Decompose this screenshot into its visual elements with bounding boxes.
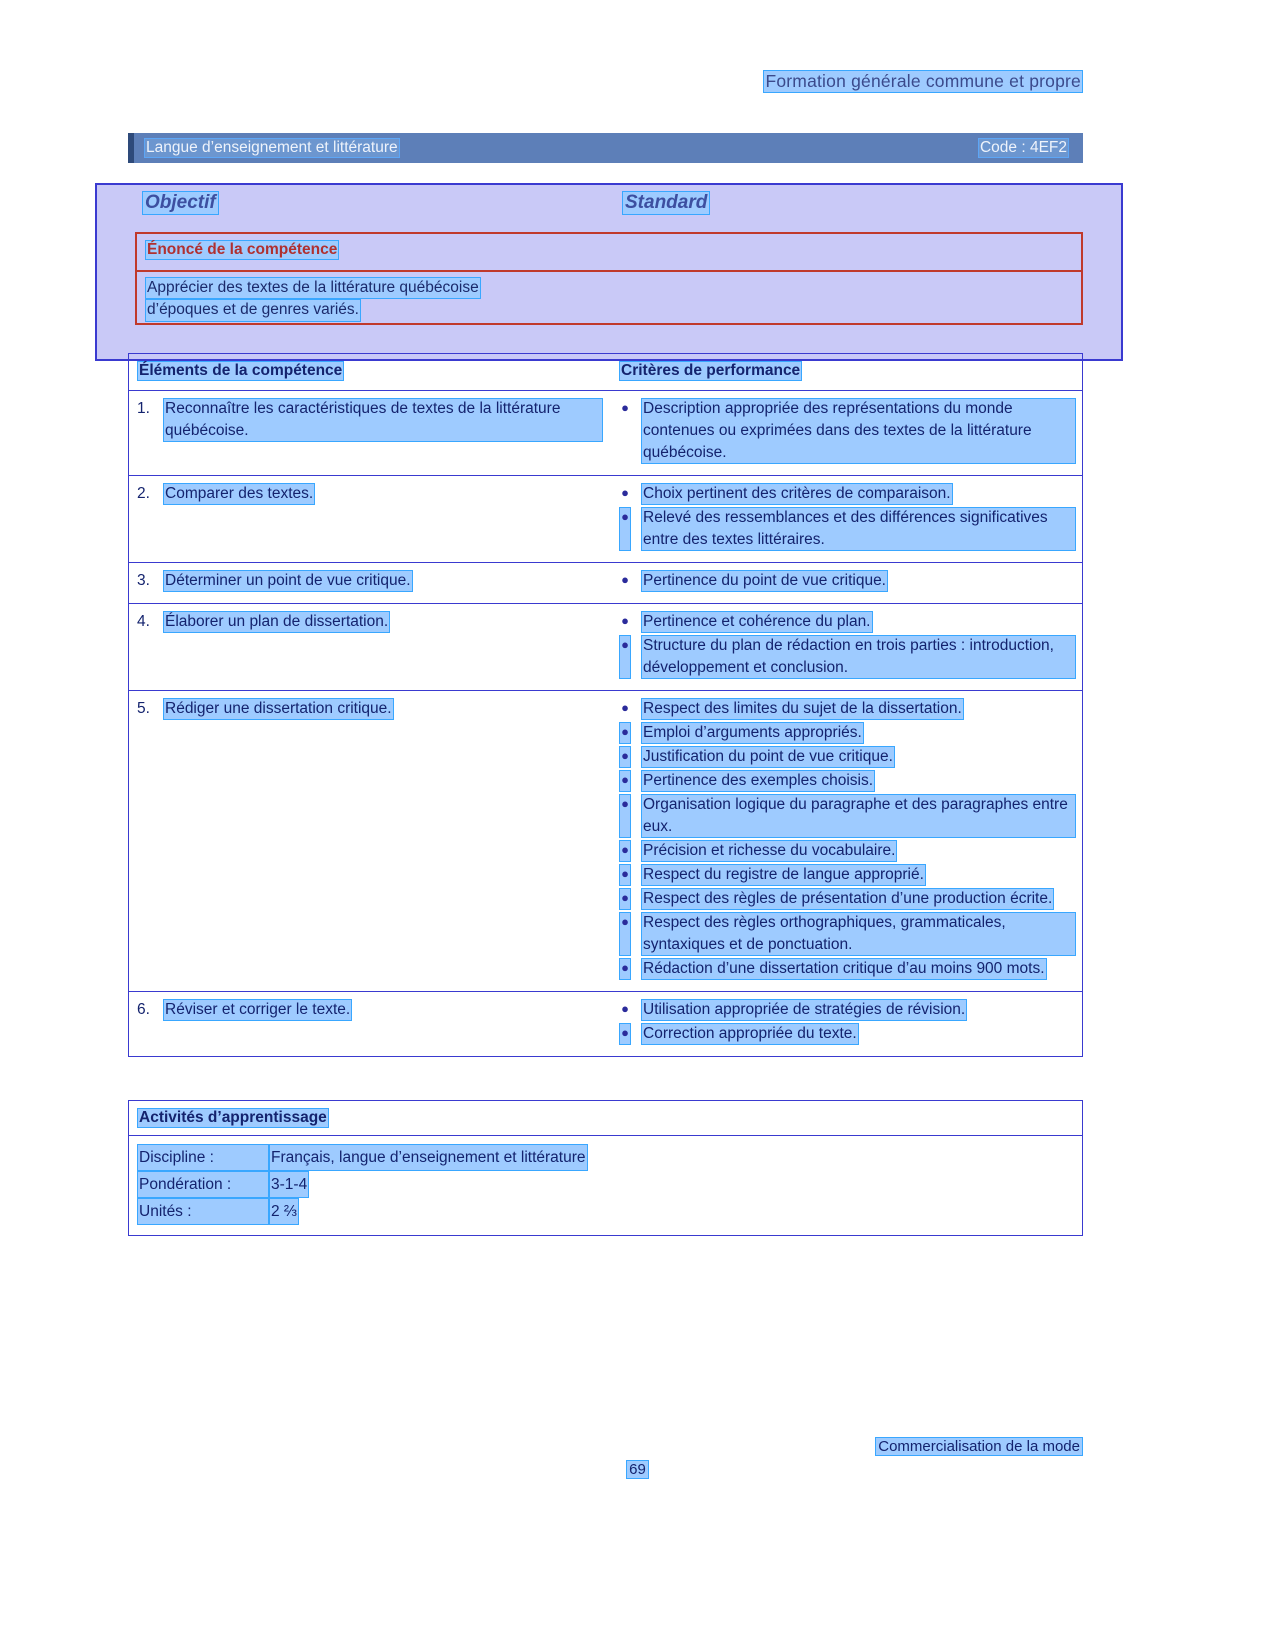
list-item bbox=[619, 611, 1076, 633]
element-item bbox=[137, 483, 603, 505]
element-text: Déterminer un point de vue critique. bbox=[163, 570, 413, 592]
table-row bbox=[129, 991, 1082, 1056]
element-item bbox=[137, 570, 603, 592]
criterion-text: Respect des règles de présentation d’une production écrite. bbox=[641, 888, 1054, 910]
criteria-cell bbox=[609, 563, 1082, 603]
list-item bbox=[619, 698, 1076, 720]
bullet-icon: ● bbox=[619, 507, 631, 551]
list-item bbox=[619, 770, 1076, 792]
table-row bbox=[129, 562, 1082, 603]
criterion-text: Rédaction d’une dissertation critique d’au moins 900 mots. bbox=[641, 958, 1047, 980]
enonce-title: Énoncé de la compétence bbox=[147, 241, 338, 258]
element-number: 3. bbox=[137, 572, 150, 589]
page-number bbox=[0, 1461, 1275, 1478]
bullet-icon: ● bbox=[619, 1023, 631, 1045]
enonce-divider bbox=[137, 270, 1081, 272]
criterion-text: Organisation logique du paragraphe et des paragraphes entre eux. bbox=[641, 794, 1076, 838]
element-cell bbox=[129, 476, 609, 562]
enonce-body bbox=[145, 277, 481, 322]
criterion-text: Pertinence du point de vue critique. bbox=[641, 570, 888, 592]
criterion-text: Structure du plan de rédaction en trois parties : introduction, développement et conclusion. bbox=[641, 635, 1076, 679]
bullet-icon: ● bbox=[619, 722, 631, 744]
criterion-text: Relevé des ressemblances et des différences significatives entre des textes littéraires. bbox=[641, 507, 1076, 551]
list-item bbox=[619, 958, 1076, 980]
element-number: 6. bbox=[137, 1001, 150, 1018]
element-text: Réviser et corriger le texte. bbox=[163, 999, 352, 1021]
criteria-cell bbox=[609, 476, 1082, 562]
bullet-icon: ● bbox=[619, 888, 631, 910]
header-cell-elements bbox=[129, 354, 609, 390]
criteria-list bbox=[619, 698, 1076, 980]
activities-field bbox=[137, 1198, 1074, 1225]
criteria-cell bbox=[609, 992, 1082, 1056]
element-cell bbox=[129, 604, 609, 690]
list-item bbox=[619, 746, 1076, 768]
element-item bbox=[137, 698, 603, 720]
field-label: Pondération : bbox=[137, 1171, 269, 1198]
list-item bbox=[619, 999, 1076, 1021]
course-code: Code : 4EF2 bbox=[979, 139, 1067, 156]
list-item bbox=[619, 635, 1076, 679]
bullet-icon: ● bbox=[619, 794, 631, 838]
list-item bbox=[619, 722, 1076, 744]
page-number-value: 69 bbox=[626, 1460, 649, 1479]
activities-field bbox=[137, 1171, 1074, 1198]
running-head: Formation générale commune et propre bbox=[765, 71, 1081, 91]
list-item bbox=[619, 864, 1076, 886]
element-number: 2. bbox=[137, 485, 150, 502]
element-text: Comparer des textes. bbox=[163, 483, 315, 505]
bullet-icon: ● bbox=[621, 700, 629, 715]
table-row bbox=[129, 603, 1082, 690]
bullet-icon: ● bbox=[619, 635, 631, 679]
list-item bbox=[619, 912, 1076, 956]
bullet-icon: ● bbox=[619, 912, 631, 956]
element-item bbox=[137, 398, 603, 442]
criterion-text: Correction appropriée du texte. bbox=[641, 1023, 859, 1045]
list-item bbox=[619, 398, 1076, 464]
element-cell bbox=[129, 391, 609, 475]
criteria-cell bbox=[609, 691, 1082, 991]
col-right-header: Critères de performance bbox=[621, 362, 801, 379]
enonce-line-1: Apprécier des textes de la littérature québécoise bbox=[145, 277, 481, 299]
bullet-icon: ● bbox=[619, 840, 631, 862]
list-item bbox=[619, 1023, 1076, 1045]
element-item bbox=[137, 999, 603, 1021]
table-row bbox=[129, 475, 1082, 562]
course-title: Langue d’enseignement et littérature bbox=[146, 139, 398, 156]
bullet-icon: ● bbox=[619, 864, 631, 886]
criterion-text: Justification du point de vue critique. bbox=[641, 746, 895, 768]
bullet-icon: ● bbox=[621, 1001, 629, 1016]
field-label: Discipline : bbox=[137, 1144, 269, 1171]
element-text: Reconnaître les caractéristiques de textes de la littérature québécoise. bbox=[163, 398, 603, 442]
field-value: 3-1-4 bbox=[269, 1171, 309, 1198]
element-text: Élaborer un plan de dissertation. bbox=[163, 611, 390, 633]
bullet-icon: ● bbox=[621, 572, 629, 587]
objectif-label: Objectif bbox=[142, 191, 219, 215]
col-left-header: Éléments de la compétence bbox=[139, 362, 343, 379]
list-item bbox=[619, 888, 1076, 910]
criterion-text: Respect des règles orthographiques, grammaticales, syntaxiques et de ponctuation. bbox=[641, 912, 1076, 956]
activities-body bbox=[129, 1136, 1082, 1235]
field-value: 2 ⅔ bbox=[269, 1198, 299, 1225]
header-cell-criteria bbox=[609, 354, 1082, 390]
list-item bbox=[619, 483, 1076, 505]
bullet-icon: ● bbox=[621, 400, 629, 415]
bullet-icon: ● bbox=[621, 485, 629, 500]
activities-header bbox=[129, 1101, 1082, 1136]
criteria-list bbox=[619, 483, 1076, 551]
criterion-text: Description appropriée des représentations du monde contenues ou exprimées dans des textes de la littérature québécoise. bbox=[641, 398, 1076, 464]
element-number: 1. bbox=[137, 400, 150, 417]
table-row bbox=[129, 390, 1082, 475]
bullet-icon: ● bbox=[619, 746, 631, 768]
criterion-text: Pertinence et cohérence du plan. bbox=[641, 611, 873, 633]
field-label: Unités : bbox=[137, 1198, 269, 1225]
bullet-icon: ● bbox=[619, 770, 631, 792]
enonce-line-2: d’époques et de genres variés. bbox=[145, 299, 361, 321]
field-value: Français, langue d’enseignement et littérature bbox=[269, 1144, 588, 1171]
list-item bbox=[619, 840, 1076, 862]
activities-title: Activités d’apprentissage bbox=[139, 1109, 327, 1126]
learning-activities-table bbox=[128, 1100, 1083, 1236]
criteria-list bbox=[619, 611, 1076, 679]
list-item bbox=[619, 570, 1076, 592]
table-row bbox=[129, 690, 1082, 991]
criteria-list bbox=[619, 398, 1076, 464]
criterion-text: Respect du registre de langue approprié. bbox=[641, 864, 926, 886]
element-item bbox=[137, 611, 603, 633]
list-item bbox=[619, 794, 1076, 838]
element-text: Rédiger une dissertation critique. bbox=[163, 698, 394, 720]
bullet-icon: ● bbox=[619, 958, 631, 980]
element-number: 4. bbox=[137, 613, 150, 630]
activities-field bbox=[137, 1144, 1074, 1171]
criterion-text: Précision et richesse du vocabulaire. bbox=[641, 840, 897, 862]
standard-label: Standard bbox=[622, 191, 710, 215]
element-cell bbox=[129, 992, 609, 1056]
element-cell bbox=[129, 563, 609, 603]
criteria-list bbox=[619, 999, 1076, 1045]
criterion-text: Emploi d’arguments appropriés. bbox=[641, 722, 864, 744]
course-title-bar bbox=[128, 133, 1083, 163]
criterion-text: Utilisation appropriée de stratégies de révision. bbox=[641, 999, 967, 1021]
criterion-text: Choix pertinent des critères de comparaison. bbox=[641, 483, 953, 505]
criteria-cell bbox=[609, 604, 1082, 690]
enonce-competence-box bbox=[135, 232, 1083, 325]
competency-table bbox=[128, 353, 1083, 1057]
element-number: 5. bbox=[137, 700, 150, 717]
criterion-text: Pertinence des exemples choisis. bbox=[641, 770, 875, 792]
bullet-icon: ● bbox=[621, 613, 629, 628]
list-item bbox=[619, 507, 1076, 551]
criteria-cell bbox=[609, 391, 1082, 475]
footer-program-name: Commercialisation de la mode bbox=[875, 1437, 1083, 1456]
element-cell bbox=[129, 691, 609, 991]
criteria-list bbox=[619, 570, 1076, 592]
criterion-text: Respect des limites du sujet de la dissertation. bbox=[641, 698, 964, 720]
table-header-row bbox=[129, 354, 1082, 390]
